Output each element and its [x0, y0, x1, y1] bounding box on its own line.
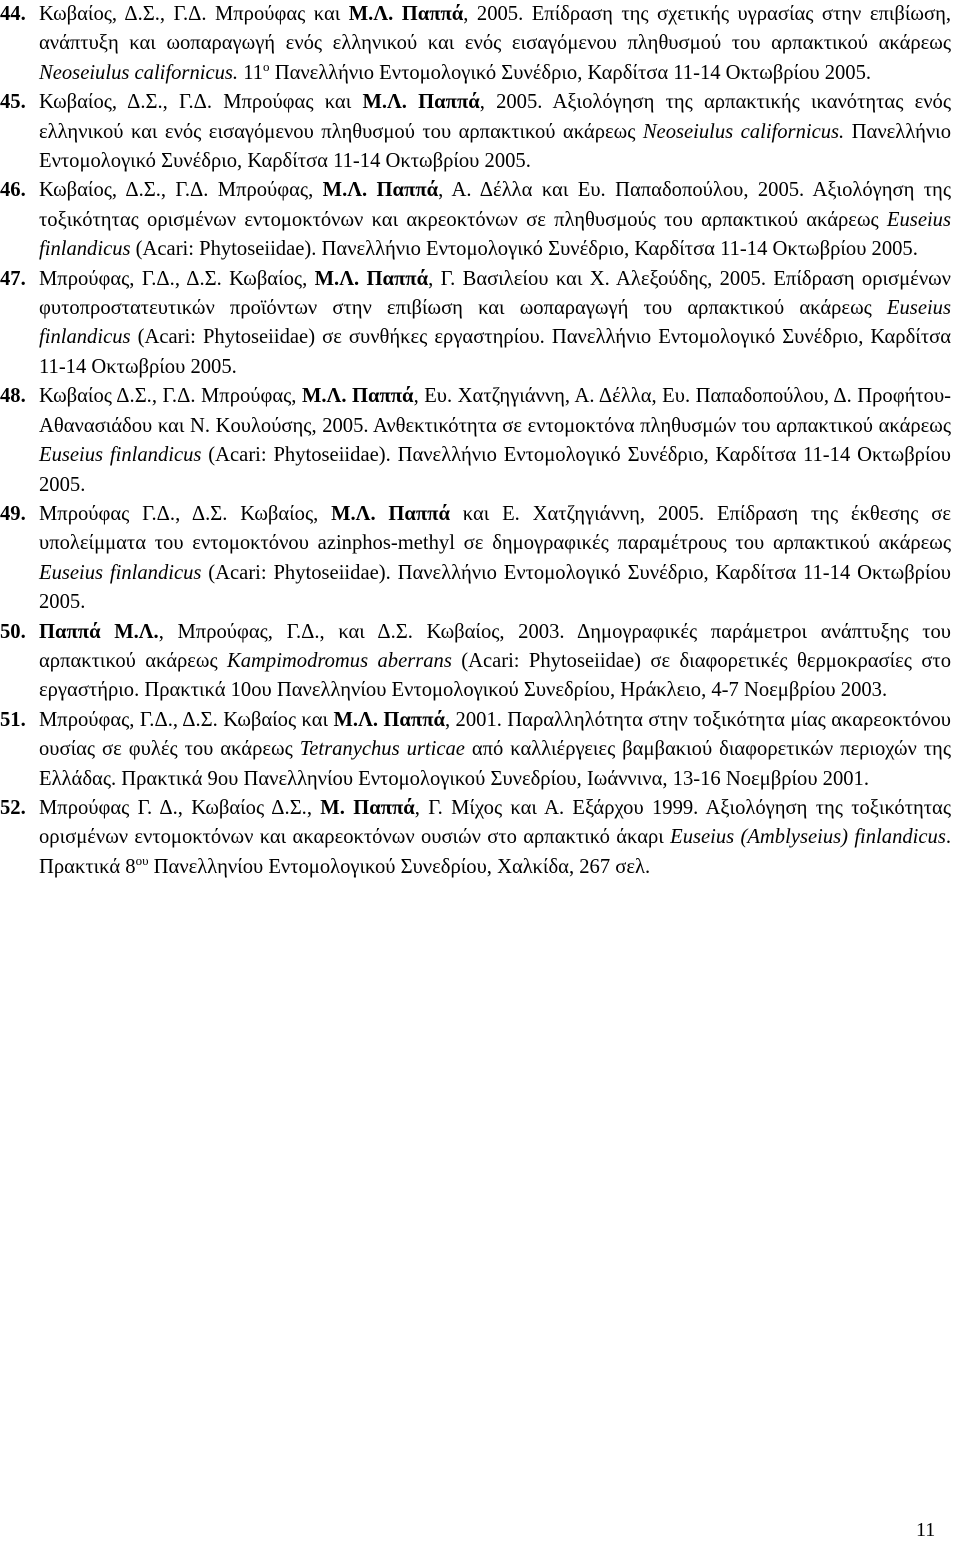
author-highlight: Μ.Λ. Παππά	[301, 385, 414, 408]
reference-text: Μπρούφας, Γ.Δ., Δ.Σ. Κωβαίος,	[39, 267, 315, 290]
species-name: Euseius finlandicus	[39, 297, 951, 349]
reference-text: (Acari: Phytoseiidae). Πανελλήνιο Εντομολογικό Συνέδριο, Καρδίτσα 11-14 Οκτωβρίου 2005.	[39, 444, 951, 496]
reference-text: από καλλιέργειες βαμβακιού διαφορετικών περιοχών της Ελλάδας. Πρακτικά 9ου Πανελληνίου Εντομολογικού Συνεδρίου, Ιωάννινα, 13-16 Νοεμβρίου 2001.	[39, 738, 951, 790]
species-name: Neoseiulus californicus.	[642, 120, 845, 143]
reference-item	[0, 0, 951, 88]
reference-text: , Ευ. Χατζηγιάννη, Α. Δέλλα, Ευ. Παπαδοπούλου, Δ. Προφήτου-Αθανασιάδου και Ν. Κουλούσης, 2005. Ανθεκτικότητα σε εντομοκτόνα πληθυσμών του αρπακτικού ακάρεως	[39, 385, 952, 437]
reference-text: (Acari: Phytoseiidae) σε συνθήκες εργαστηρίου. Πανελλήνιο Εντομολογικό Συνέδριο, Καρδίτσα 11-14 Οκτωβρίου 2005.	[39, 326, 951, 378]
author-highlight: Μ.Λ. Παππά	[314, 267, 429, 290]
reference-number: 47.	[0, 267, 26, 290]
species-name: Tetranychus urticae	[299, 738, 465, 761]
reference-item	[0, 794, 951, 882]
species-name: Neoseiulus californicus.	[39, 61, 239, 84]
reference-number: 50.	[0, 620, 26, 643]
reference-text: , Μπρούφας, Γ.Δ., και Δ.Σ. Κωβαίος, 2003. Δημογραφικές παράμετροι ανάπτυξης του αρπακτικού ακάρεως	[39, 620, 951, 672]
species-name: Euseius finlandicus	[39, 444, 202, 467]
reference-text: . Πρακτικά 8	[39, 826, 951, 878]
reference-number: 44.	[0, 3, 26, 25]
author-highlight: Μ. Παππά	[320, 796, 415, 819]
superscript: ο	[263, 58, 270, 74]
reference-item	[0, 500, 951, 618]
reference-text: , Α. Δέλλα και Ευ. Παπαδοπούλου, 2005. Αξιολόγηση της τοξικότητας ορισμένων εντομοκτόνων και ακρεοκτόνων σε πληθυσμούς του αρπακτικού ακάρεως	[39, 179, 951, 231]
reference-text: (Acari: Phytoseiidae). Πανελλήνιο Εντομολογικό Συνέδριο, Καρδίτσα 11-14 Οκτωβρίου 2005.	[130, 238, 918, 261]
reference-text: Μπρούφας, Γ.Δ., Δ.Σ. Κωβαίος και	[39, 708, 334, 731]
reference-text: , Γ. Μίχος και Α. Εξάρχου 1999. Αξιολόγηση της τοξικότητας ορισμένων εντομοκτόνων και ακαρεοκτόνων ουσιών στο αρπακτικό άκαρι	[39, 796, 951, 849]
page-number: 11	[916, 1519, 936, 1541]
author-highlight: Μ.Λ. Παππά	[362, 91, 480, 114]
reference-text: Πανελληνίου Εντομολογικού Συνεδρίου, Χαλκίδα, 267 σελ.	[148, 855, 651, 878]
reference-text: Κωβαίος Δ.Σ., Γ.Δ. Μπρούφας,	[39, 385, 302, 408]
reference-item	[0, 382, 951, 500]
species-name: Euseius (Amblyseius) finlandicus	[670, 826, 946, 849]
reference-number: 49.	[0, 502, 26, 525]
species-name: Euseius finlandicus	[39, 561, 202, 584]
reference-text: , Γ. Βασιλείου και Χ. Αλεξούδης, 2005. Επίδραση ορισμένων φυτοπροστατευτικών προϊόντων στην επιβίωση και ωοπαραγωγή του αρπακτικού ακάρεως	[39, 267, 951, 320]
reference-text: (Acari: Phytoseiidae) σε διαφορετικές θερμοκρασίες στο εργαστήριο. Πρακτικά 10ου Πανελληνίου Εντομολογικού Συνεδρίου, Ηράκλειο, 4-7 Νοεμβρίου 2003.	[39, 649, 951, 702]
reference-number: 52.	[0, 796, 26, 819]
reference-number: 51.	[0, 708, 26, 731]
reference-text: Κωβαίος, Δ.Σ., Γ.Δ. Μπρούφας και	[39, 91, 363, 114]
reference-text: Κωβαίος, Δ.Σ., Γ.Δ. Μπρούφας και	[39, 3, 349, 25]
reference-text: , 2005. Αξιολόγηση της αρπακτικής ικανότητας ενός ελληνικού και ενός εισαγόμενου πληθυσμού του αρπακτικού ακάρεως	[39, 91, 951, 143]
author-highlight: Μ.Λ. Παππά	[348, 3, 464, 25]
author-highlight: Μ.Λ. Παππά	[322, 179, 439, 202]
reference-text: Μπρούφας Γ.Δ., Δ.Σ. Κωβαίος,	[39, 502, 332, 525]
author-highlight: Παππά Μ.Λ.	[39, 620, 159, 643]
author-highlight: Μ.Λ. Παππά	[331, 502, 450, 525]
reference-text: Πανελλήνιο Εντομολογικό Συνέδριο, Καρδίτσα 11-14 Οκτωβρίου 2005.	[39, 120, 951, 173]
reference-item	[0, 618, 951, 706]
reference-text: Μπρούφας Γ. Δ., Κωβαίος Δ.Σ.,	[39, 796, 321, 819]
reference-text: Κωβαίος, Δ.Σ., Γ.Δ. Μπρούφας,	[39, 179, 323, 202]
reference-text: Πανελλήνιο Εντομολογικό Συνέδριο, Καρδίτσα 11-14 Οκτωβρίου 2005.	[269, 61, 872, 84]
species-name: Euseius finlandicus	[39, 208, 951, 261]
reference-text: (Acari: Phytoseiidae). Πανελλήνιο Εντομολογικό Συνέδριο, Καρδίτσα 11-14 Οκτωβρίου 2005.	[39, 561, 951, 614]
reference-item	[0, 176, 951, 264]
superscript: ου	[135, 852, 149, 868]
reference-item	[0, 265, 951, 383]
reference-text: , 2005. Επίδραση της σχετικής υγρασίας στην επιβίωση, ανάπτυξη και ωοπαραγωγή ενός ελληνικού και ενός εισαγόμενου πληθυσμού του αρπακτικού ακάρεως	[39, 3, 951, 55]
author-highlight: Μ.Λ. Παππά	[333, 708, 445, 731]
species-name: Kampimodromus aberrans	[227, 649, 452, 672]
reference-text: 11	[238, 61, 264, 84]
reference-item	[0, 88, 951, 176]
reference-item	[0, 706, 951, 794]
reference-text: , 2001. Παραλληλότητα στην τοξικότητα μίας ακαρεοκτόνου ουσίας σε φυλές του ακάρεως	[39, 708, 951, 761]
reference-number: 46.	[0, 179, 26, 202]
reference-number: 45.	[0, 91, 26, 114]
reference-text: και Ε. Χατζηγιάννη, 2005. Επίδραση της έκθεσης σε υπολείμματα του εντομοκτόνου azinphos-methyl σε δημογραφικές παραμέτρους του αρπακτικού ακάρεως	[39, 502, 952, 555]
reference-number: 48.	[0, 385, 26, 408]
